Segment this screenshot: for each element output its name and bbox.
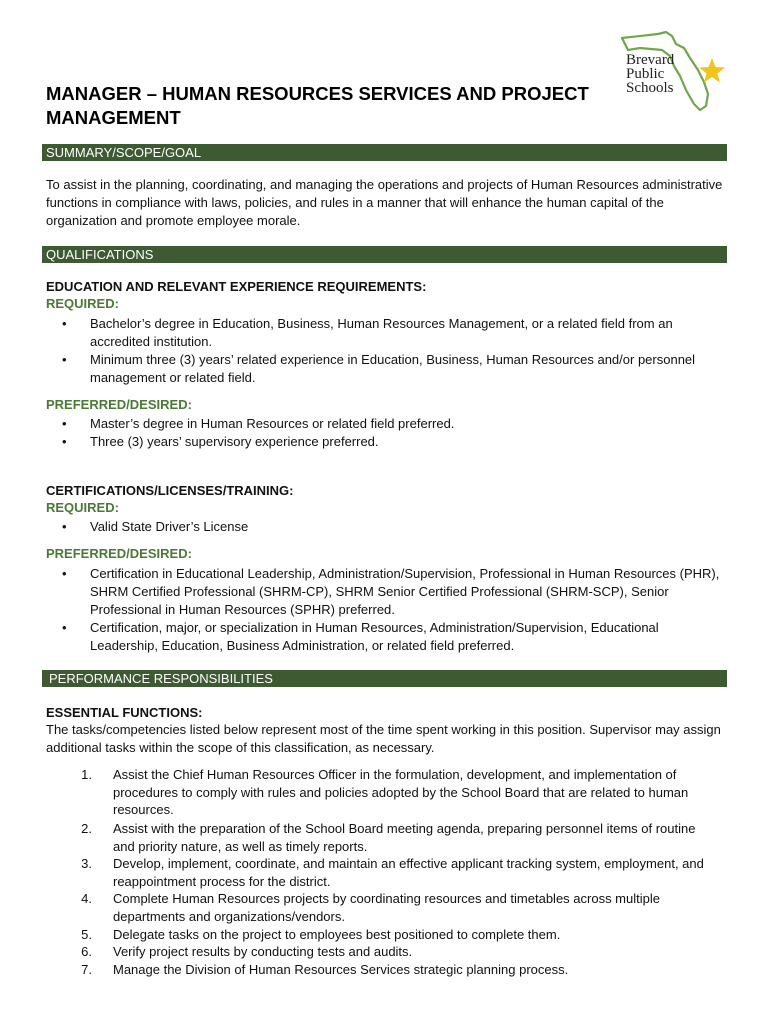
- list-item: • Master’s degree in Human Resources or related field preferred.: [62, 416, 455, 431]
- list-item: 7. Manage the Division of Human Resources Services strategic planning process.: [81, 962, 569, 977]
- bullet-icon: •: [62, 620, 67, 635]
- list-item: 6. Verify project results by conducting tests and audits.: [81, 944, 413, 959]
- education-preferred-label: PREFERRED/DESIRED:: [46, 397, 192, 412]
- summary-text: To assist in the planning, coordinating, and managing the operations and projects of Human Resources administrative functions in compliance with laws, policies, and rules in a manner that will enhance the human capital of the organization and promote employee morale.: [46, 177, 723, 228]
- education-heading: EDUCATION AND RELEVANT EXPERIENCE REQUIREMENTS:: [46, 279, 427, 294]
- list-item: • Valid State Driver’s License: [62, 519, 249, 534]
- logo-line-3: Schools: [626, 80, 674, 96]
- certifications-preferred-label: PREFERRED/DESIRED:: [46, 546, 192, 561]
- essential-heading: ESSENTIAL FUNCTIONS:: [46, 705, 203, 720]
- list-item: 4. Complete Human Resources projects by coordinating resources and timetables across multiple departments and organizations/vendors.: [81, 891, 660, 924]
- essential-intro: The tasks/competencies listed below represent most of the time spent working in this position. Supervisor may assign additional tasks within the scope of this classification, as necessary.: [46, 722, 721, 755]
- list-item: • Minimum three (3) years’ related experience in Education, Business, Human Resources and/or personnel management or related field.: [62, 352, 696, 385]
- logo-line-1: Brevard: [626, 52, 675, 68]
- list-item: • Certification, major, or specialization in Human Resources, Administration/Supervision, Educational Leadership, Education, Business Administration, or related field preferred.: [62, 620, 659, 653]
- list-item: • Three (3) years’ supervisory experience preferred.: [62, 434, 379, 449]
- page-title: MANAGER – HUMAN RESOURCES SERVICES AND PROJECT MANAGEMENT: [46, 83, 589, 128]
- certifications-heading: CERTIFICATIONS/LICENSES/TRAINING:: [46, 483, 294, 498]
- list-item: 1. Assist the Chief Human Resources Officer in the formulation, development, and implementation of procedures to comply with rules and policies adopted by the School Board that are related to human resources.: [81, 767, 689, 817]
- section-header-summary: SUMMARY/SCOPE/GOAL: [42, 144, 727, 161]
- logo-line-2: Public: [626, 66, 665, 82]
- bullet-icon: •: [62, 519, 67, 534]
- list-item: • Certification in Educational Leadership, Administration/Supervision, Professional in Human Resources (PHR), SHRM Certified Professional (SHRM-CP), SHRM Senior Certified Professional (SHRM-SCP), Senior Professional in Human Resources (SPHR) preferred.: [62, 566, 720, 617]
- section-header-qualifications: QUALIFICATIONS: [42, 246, 727, 263]
- list-item: 2. Assist with the preparation of the School Board meeting agenda, preparing personnel items of routine and priority nature, as well as timely reports.: [81, 821, 696, 854]
- bullet-icon: •: [62, 352, 67, 367]
- bullet-icon: •: [62, 566, 67, 581]
- list-item: 5. Delegate tasks on the project to employees best positioned to complete them.: [81, 927, 561, 942]
- list-item: • Bachelor’s degree in Education, Business, Human Resources Management, or a related field from an accredited institution.: [62, 316, 673, 349]
- certifications-required-label: REQUIRED:: [46, 500, 119, 515]
- bullet-icon: •: [62, 316, 67, 331]
- education-required-label: REQUIRED:: [46, 296, 119, 311]
- section-header-performance: PERFORMANCE RESPONSIBILITIES: [42, 670, 727, 687]
- list-item: 3. Develop, implement, coordinate, and maintain an effective applicant tracking system, employment, and reappointment process for the district.: [81, 856, 704, 889]
- bullet-icon: •: [62, 434, 67, 449]
- bullet-icon: •: [62, 416, 67, 431]
